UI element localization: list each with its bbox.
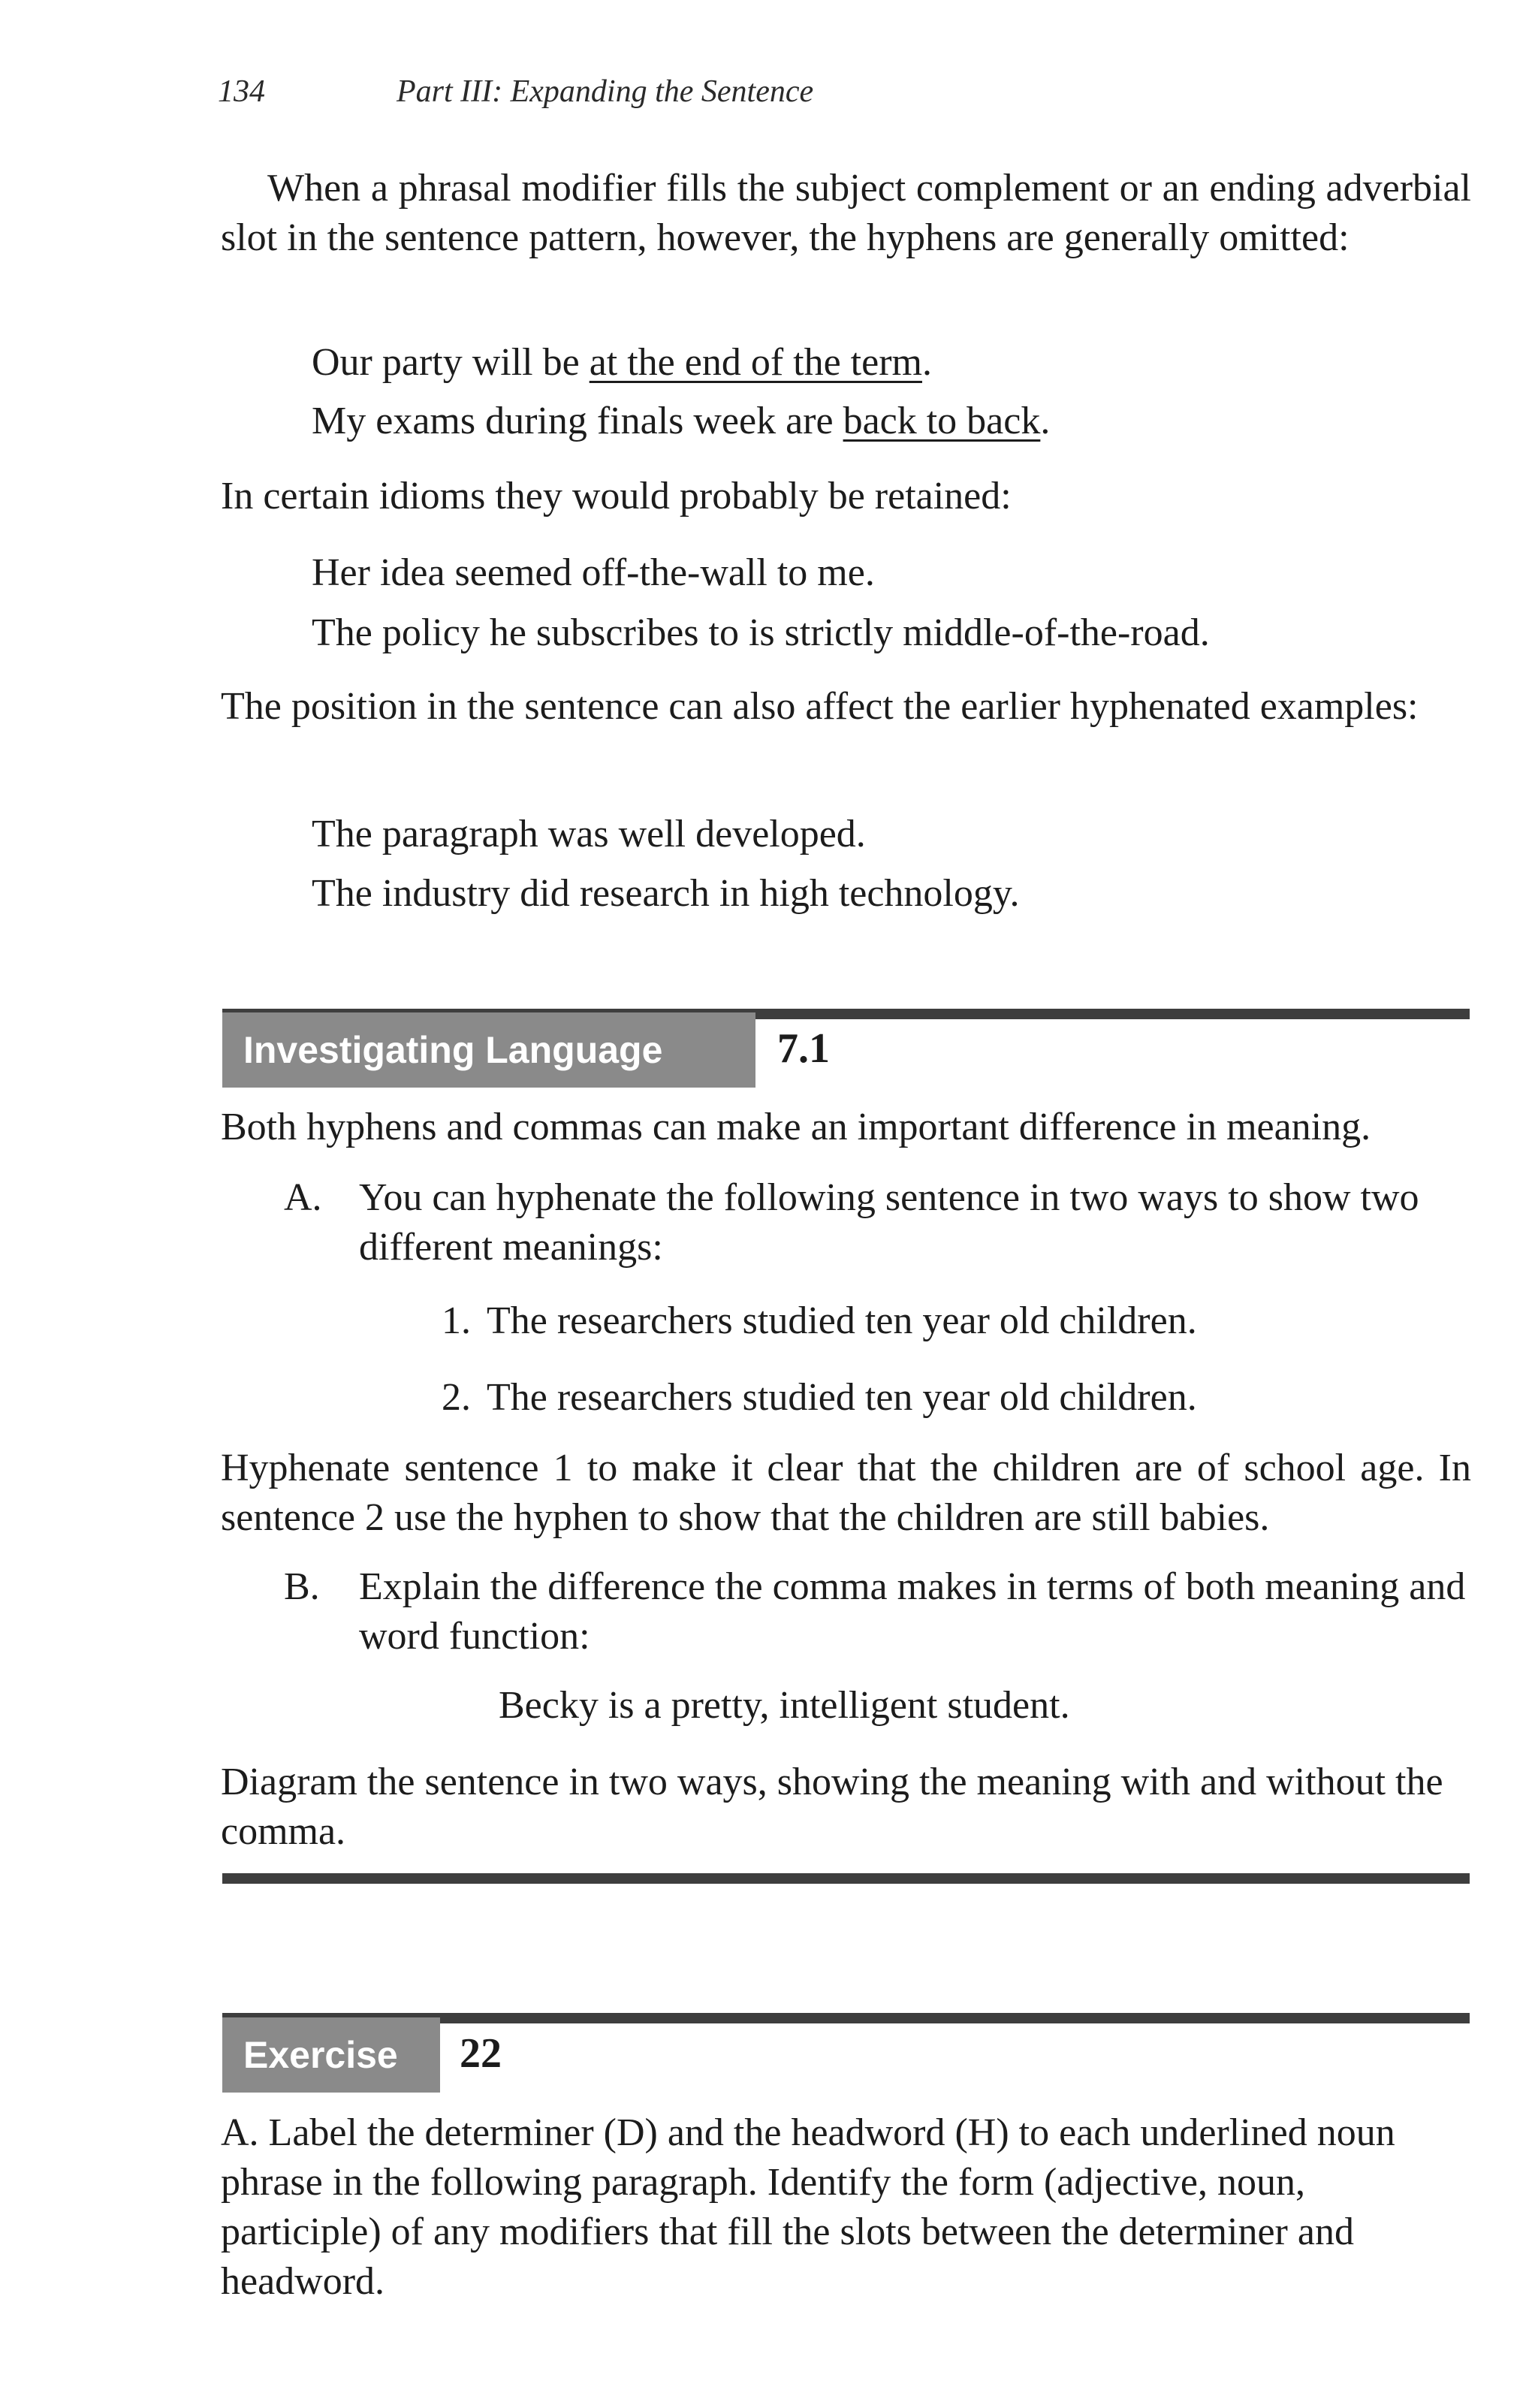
list-item bbox=[284, 1173, 1478, 1278]
intro-paragraph: When a phrasal modifier fills the subject complement or an ending adverbial slot in the sentence pattern, however, the hyphens are generally omitted: bbox=[221, 167, 1471, 259]
box-intro: Both hyphens and commas can make an important difference in meaning. bbox=[221, 1106, 1371, 1148]
idioms-paragraph: In certain idioms they would probably be retained: bbox=[221, 475, 1012, 518]
example-sentence: Her idea seemed off-the-wall to me. bbox=[312, 551, 875, 594]
numbered-sentence bbox=[442, 1296, 1197, 1346]
example-sentence: Our party will be at the end of the term. bbox=[312, 341, 932, 384]
example-sentence: The industry did research in high technology. bbox=[312, 872, 1020, 915]
numbered-sentence bbox=[442, 1373, 1197, 1423]
running-title: Part III: Expanding the Sentence bbox=[397, 74, 814, 109]
after-item-b: Diagram the sentence in two ways, showing the meaning with and without the comma. bbox=[221, 1761, 1443, 1853]
sentence-text: The researchers studied ten year old children. bbox=[487, 1376, 1197, 1419]
page-number: 134 bbox=[218, 74, 265, 109]
underlined-phrase: at the end of the term bbox=[589, 341, 922, 384]
exercise-text: A. Label the determiner (D) and the headword (H) to each underlined noun phrase in the following paragraph. Identify the form (adjective, noun, participle) of any modifiers that fill the slots between the determiner and headword. bbox=[221, 2111, 1395, 2303]
box-number: 7.1 bbox=[777, 1025, 830, 1072]
item-text: Explain the difference the comma makes in terms of both meaning and word function: bbox=[359, 1565, 1466, 1658]
item-text: You can hyphenate the following sentence in two ways to show two different meanings: bbox=[359, 1176, 1419, 1269]
example-sentence: My exams during finals week are back to back. bbox=[312, 400, 1051, 442]
item-letter: B. bbox=[284, 1565, 320, 1608]
example-sentence: Becky is a pretty, intelligent student. bbox=[499, 1684, 1070, 1727]
example-sentence: The policy he subscribes to is strictly middle-of-the-road. bbox=[312, 611, 1210, 654]
after-item-a: Hyphenate sentence 1 to make it clear that the children are of school age. In sentence 2 use the hyphen to show that the children are still babies. bbox=[221, 1447, 1471, 1539]
sentence-number: 2. bbox=[442, 1376, 471, 1419]
exercise-label: Exercise bbox=[222, 2017, 440, 2093]
position-paragraph: The position in the sentence can also affect the earlier hyphenated examples: bbox=[221, 685, 1419, 728]
box-bottom-rule bbox=[222, 1873, 1470, 1884]
exercise-number: 22 bbox=[460, 2030, 502, 2077]
example-sentence: The paragraph was well developed. bbox=[312, 813, 866, 855]
underlined-phrase: back to back bbox=[843, 400, 1041, 442]
item-letter: A. bbox=[284, 1176, 322, 1219]
sentence-number: 1. bbox=[442, 1299, 471, 1342]
sentence-text: The researchers studied ten year old children. bbox=[487, 1299, 1197, 1342]
list-item bbox=[284, 1562, 1478, 1667]
box-label: Investigating Language bbox=[222, 1012, 755, 1088]
